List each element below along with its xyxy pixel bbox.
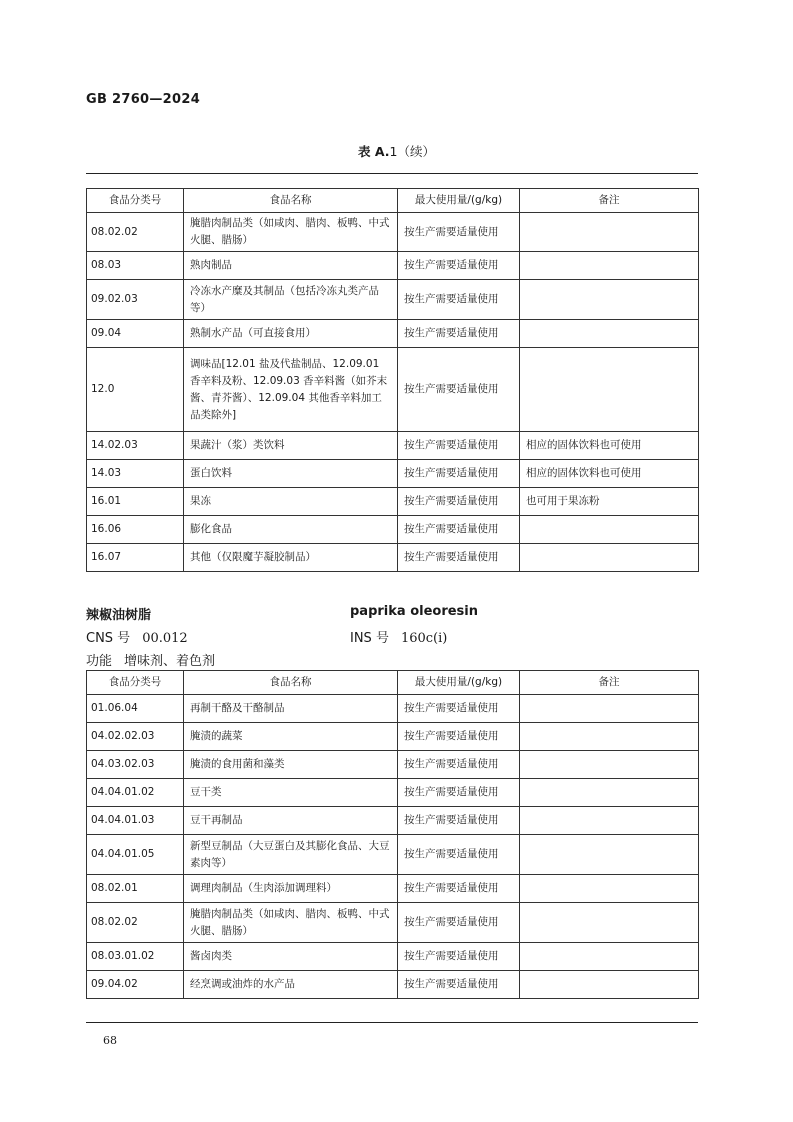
ins-label: INS 号 [350, 631, 389, 646]
table-row [87, 971, 699, 999]
cell-note [520, 695, 699, 723]
additive-name-en: paprika oleoresin [350, 604, 479, 619]
cell-name: 腌腊肉制品类（如咸肉、腊肉、板鸭、中式火腿、腊肠） [184, 213, 398, 252]
cell-name: 蛋白饮料 [184, 460, 398, 488]
ins-value: 160c(i) [400, 631, 448, 646]
cell-note [520, 971, 699, 999]
header-name: 食品名称 [184, 671, 398, 695]
cell-note [520, 516, 699, 544]
top-rule [86, 173, 698, 174]
table-row [87, 516, 699, 544]
cell-code: 09.04.02 [87, 971, 184, 999]
cell-name: 新型豆制品（大豆蛋白及其膨化食品、大豆素肉等） [184, 835, 398, 875]
cell-code: 04.03.02.03 [87, 751, 184, 779]
table-row [87, 723, 699, 751]
table-row [87, 320, 699, 348]
cell-max: 按生产需要适量使用 [398, 544, 520, 572]
cell-code: 16.06 [87, 516, 184, 544]
cell-note [520, 875, 699, 903]
table-header-row [87, 189, 699, 213]
cell-note [520, 751, 699, 779]
table-row [87, 432, 699, 460]
cns-number [86, 627, 188, 646]
cell-note [520, 252, 699, 280]
table-row [87, 280, 699, 320]
table-caption [0, 142, 793, 160]
cell-note [520, 723, 699, 751]
cell-code: 04.04.01.02 [87, 779, 184, 807]
cell-max: 按生产需要适量使用 [398, 348, 520, 432]
cell-name: 果冻 [184, 488, 398, 516]
cell-max: 按生产需要适量使用 [398, 432, 520, 460]
cell-name: 膨化食品 [184, 516, 398, 544]
table-row [87, 213, 699, 252]
table-row [87, 695, 699, 723]
cell-name: 再制干酪及干酪制品 [184, 695, 398, 723]
cell-name: 熟制水产品（可直接食用） [184, 320, 398, 348]
cell-max: 按生产需要适量使用 [398, 460, 520, 488]
cell-note [520, 903, 699, 943]
cell-name: 调味品[12.01 盐及代盐制品、12.09.01 香辛料及粉、12.09.03 香辛料酱（如芥末酱、青芥酱）、12.09.04 其他香辛料加工品类除外] [184, 348, 398, 432]
cell-max: 按生产需要适量使用 [398, 320, 520, 348]
cell-code: 08.02.02 [87, 213, 184, 252]
header-note: 备注 [520, 671, 699, 695]
cell-max: 按生产需要适量使用 [398, 903, 520, 943]
additive-name-cn: 辣椒油树脂 [86, 608, 152, 623]
cell-note [520, 213, 699, 252]
cell-name: 调理肉制品（生肉添加调理料） [184, 875, 398, 903]
cell-max: 按生产需要适量使用 [398, 213, 520, 252]
cell-max: 按生产需要适量使用 [398, 516, 520, 544]
cell-note [520, 320, 699, 348]
cell-code: 09.02.03 [87, 280, 184, 320]
function-line [86, 650, 215, 669]
cell-note [520, 807, 699, 835]
cell-code: 16.07 [87, 544, 184, 572]
cell-max: 按生产需要适量使用 [398, 280, 520, 320]
cell-name: 腌渍的蔬菜 [184, 723, 398, 751]
cns-label: CNS 号 [86, 631, 131, 646]
cell-code: 09.04 [87, 320, 184, 348]
cell-name: 豆干再制品 [184, 807, 398, 835]
cell-max: 按生产需要适量使用 [398, 807, 520, 835]
cell-note [520, 943, 699, 971]
cell-max: 按生产需要适量使用 [398, 971, 520, 999]
table-row [87, 779, 699, 807]
table-caption-rest: 1（续） [389, 144, 435, 159]
cns-value: 00.012 [142, 631, 188, 646]
header-max: 最大使用量/(g/kg) [398, 671, 520, 695]
cell-max: 按生产需要适量使用 [398, 695, 520, 723]
cell-code: 04.04.01.05 [87, 835, 184, 875]
cell-max: 按生产需要适量使用 [398, 943, 520, 971]
cell-code: 08.03.01.02 [87, 943, 184, 971]
ins-number [350, 627, 447, 646]
cell-name: 果蔬汁（浆）类饮料 [184, 432, 398, 460]
cell-code: 16.01 [87, 488, 184, 516]
table-row [87, 807, 699, 835]
header-code: 食品分类号 [87, 189, 184, 213]
cell-max: 按生产需要适量使用 [398, 751, 520, 779]
page-number: 68 [103, 1034, 117, 1047]
cell-code: 08.03 [87, 252, 184, 280]
table-row [87, 903, 699, 943]
cell-note: 相应的固体饮料也可使用 [520, 460, 699, 488]
additive-table-1 [86, 188, 699, 572]
header-code: 食品分类号 [87, 671, 184, 695]
cell-code: 04.02.02.03 [87, 723, 184, 751]
cell-code: 04.04.01.03 [87, 807, 184, 835]
cell-name: 熟肉制品 [184, 252, 398, 280]
cell-name: 豆干类 [184, 779, 398, 807]
table-row [87, 875, 699, 903]
table-row [87, 348, 699, 432]
cell-max: 按生产需要适量使用 [398, 779, 520, 807]
cell-name: 酱卤肉类 [184, 943, 398, 971]
table-header-row [87, 671, 699, 695]
header-name: 食品名称 [184, 189, 398, 213]
cell-name: 冷冻水产糜及其制品（包括冷冻丸类产品等） [184, 280, 398, 320]
cell-code: 14.03 [87, 460, 184, 488]
cell-note [520, 779, 699, 807]
cell-name: 经烹调或油炸的水产品 [184, 971, 398, 999]
cell-code: 08.02.01 [87, 875, 184, 903]
cell-max: 按生产需要适量使用 [398, 875, 520, 903]
cell-code: 12.0 [87, 348, 184, 432]
table-row [87, 544, 699, 572]
table-caption-bold: 表 A. [358, 144, 390, 159]
cell-code: 14.02.03 [87, 432, 184, 460]
bottom-rule [86, 1022, 698, 1023]
cell-note [520, 348, 699, 432]
header-note: 备注 [520, 189, 699, 213]
cell-note [520, 280, 699, 320]
table-row [87, 460, 699, 488]
cell-max: 按生产需要适量使用 [398, 835, 520, 875]
cell-note: 也可用于果冻粉 [520, 488, 699, 516]
header-max: 最大使用量/(g/kg) [398, 189, 520, 213]
cell-max: 按生产需要适量使用 [398, 723, 520, 751]
cell-max: 按生产需要适量使用 [398, 252, 520, 280]
cell-note [520, 835, 699, 875]
cell-note: 相应的固体饮料也可使用 [520, 432, 699, 460]
table-row [87, 751, 699, 779]
standard-number: GB 2760—2024 [86, 92, 201, 107]
table-row [87, 943, 699, 971]
cell-name: 腌腊肉制品类（如咸肉、腊肉、板鸭、中式火腿、腊肠） [184, 903, 398, 943]
table-row [87, 252, 699, 280]
cell-max: 按生产需要适量使用 [398, 488, 520, 516]
table-row [87, 835, 699, 875]
additive-table-2 [86, 670, 699, 999]
table-row [87, 488, 699, 516]
function-label: 功能 [86, 654, 113, 669]
cell-code: 08.02.02 [87, 903, 184, 943]
function-value: 增味剂、着色剂 [124, 654, 216, 669]
cell-name: 其他（仅限魔芋凝胶制品） [184, 544, 398, 572]
cell-note [520, 544, 699, 572]
cell-code: 01.06.04 [87, 695, 184, 723]
cell-name: 腌渍的食用菌和藻类 [184, 751, 398, 779]
